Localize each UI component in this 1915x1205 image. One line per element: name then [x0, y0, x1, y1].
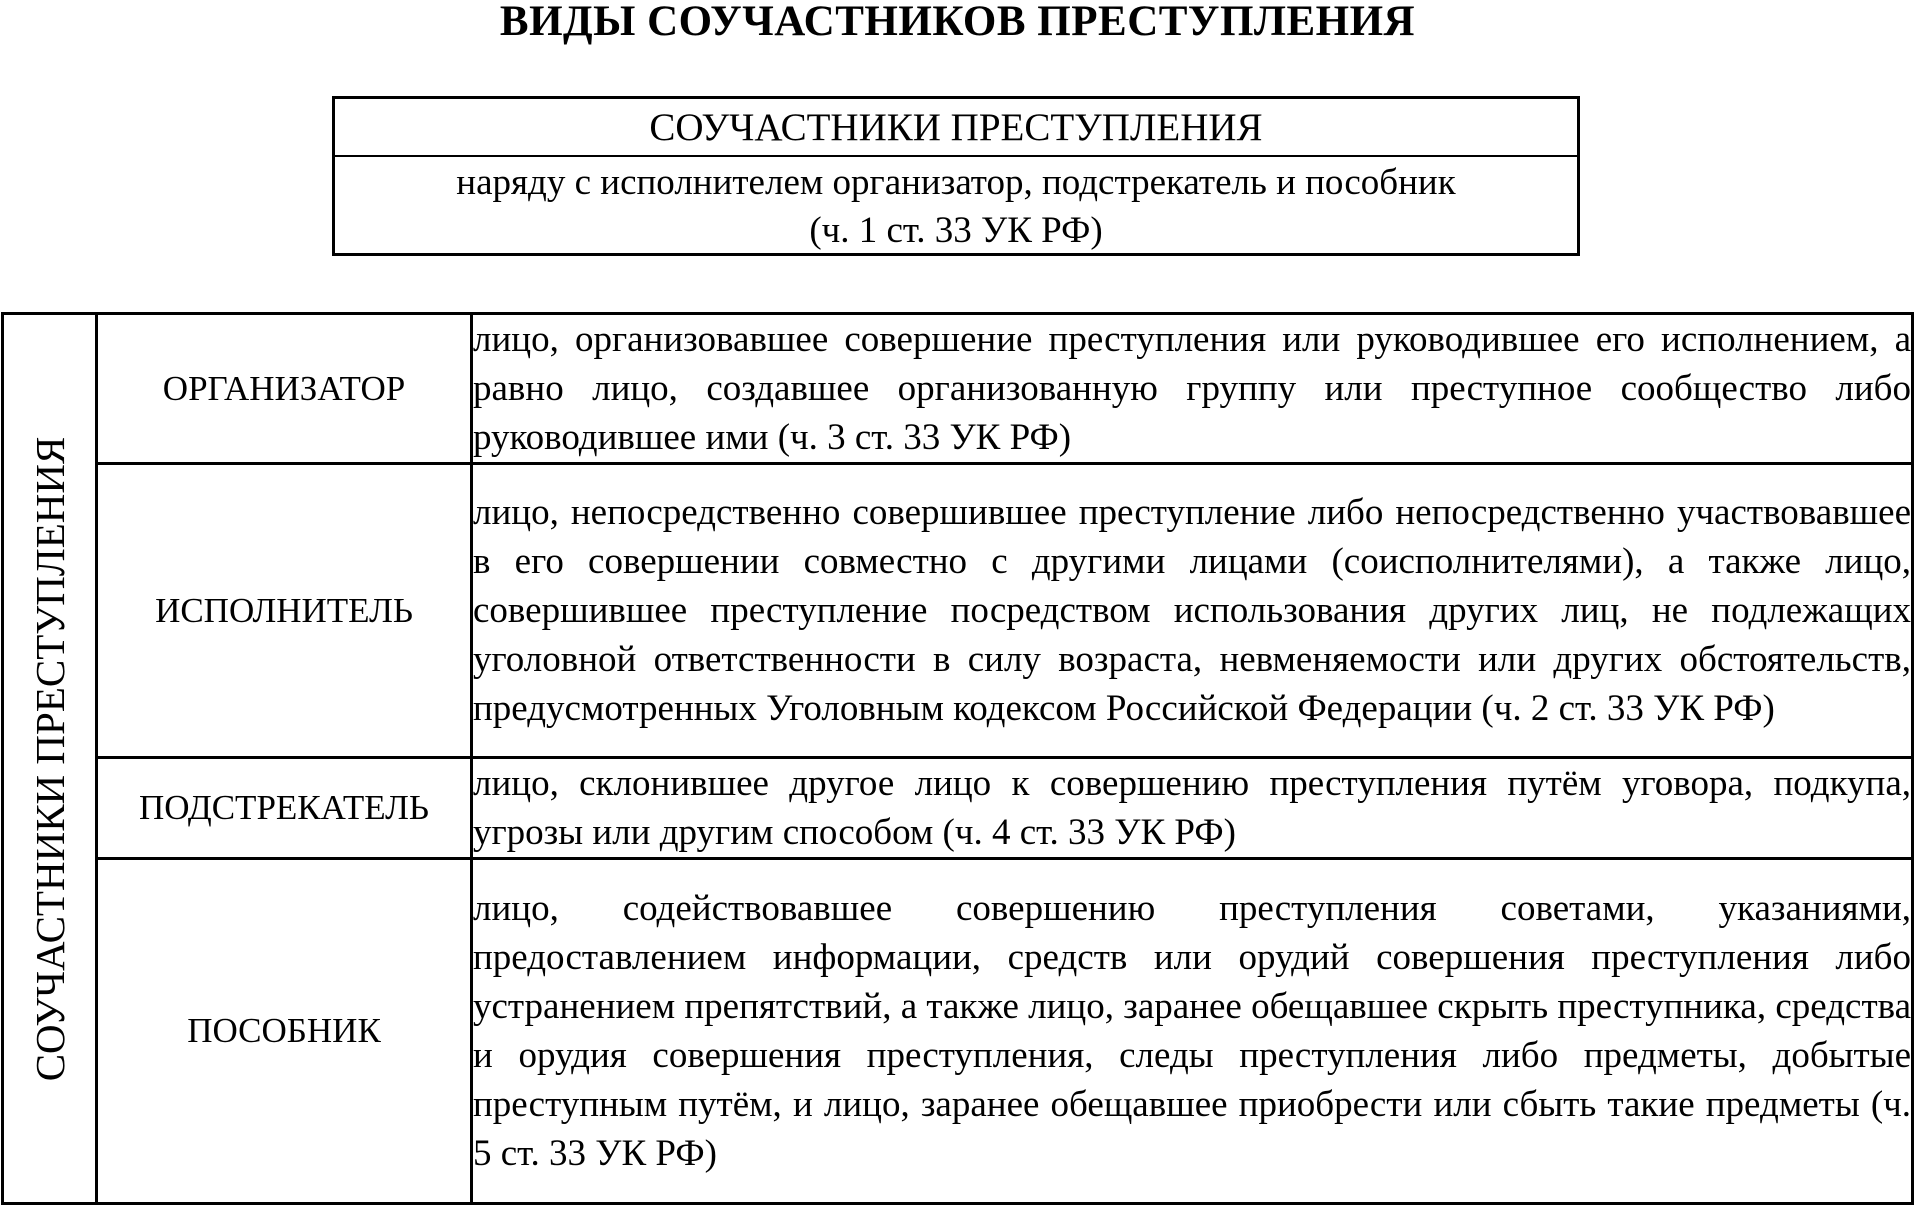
participants-summary-box: [332, 96, 1580, 256]
participants-table: [1, 312, 1914, 1205]
role-name-organizer: ОРГАНИЗАТОР: [97, 314, 472, 464]
role-definition-perpetrator: лицо, непосредственно совершившее преступление либо непосредственно участвовавшее в его совершении совместно с другими лицами (соисполнителями), а также лицо, совершившее преступление посредством использования других лиц, не подлежащих уголовной ответственности в силу возраста, невменяемости или других обстоятельств, предусмотренных Уголовным кодексом Российской Федерации (ч. 2 ст. 33 УК РФ): [472, 464, 1913, 758]
role-name-accomplice: ПОСОБНИК: [97, 859, 472, 1204]
summary-description-line-2: (ч. 1 ст. 33 УК РФ): [809, 210, 1103, 251]
summary-box-description: [335, 157, 1577, 255]
role-definition-accomplice: лицо, содействовавшее совершению преступления советами, указаниями, предоставлением информации, средств или орудий совершения преступления либо устранением препятствий, а также лицо, заранее обещавшее скрыть преступника, средства и орудия совершения преступления, следы преступления либо предметы, добытые преступным путём, и лицо, заранее обещавшее приобрести или сбыть такие предметы (ч. 5 ст. 33 УК РФ): [472, 859, 1913, 1204]
page-title: ВИДЫ СОУЧАСТНИКОВ ПРЕСТУПЛЕНИЯ: [499, 0, 1416, 45]
side-label: СОУЧАСТНИКИ ПРЕСТУПЛЕНИЯ: [26, 436, 73, 1081]
table-row-organizer: [3, 314, 1913, 464]
role-definition-organizer: лицо, организовавшее совершение преступления или руководившее его исполнением, а равно лицо, создавшее организованную группу или преступное сообщество либо руководившее ими (ч. 3 ст. 33 УК РФ): [472, 314, 1913, 464]
table-row-perpetrator: [3, 464, 1913, 758]
role-name-perpetrator: ИСПОЛНИТЕЛЬ: [97, 464, 472, 758]
summary-description-line-1: наряду с исполнителем организатор, подстрекатель и пособник: [456, 162, 1456, 203]
role-definition-instigator: лицо, склонившее другое лицо к совершению преступления путём уговора, подкупа, угрозы или другим способом (ч. 4 ст. 33 УК РФ): [472, 758, 1913, 859]
table-row-accomplice: [3, 859, 1913, 1204]
summary-box-title: СОУЧАСТНИКИ ПРЕСТУПЛЕНИЯ: [335, 99, 1577, 157]
role-name-instigator: ПОДСТРЕКАТЕЛЬ: [97, 758, 472, 859]
side-label-cell: [3, 314, 97, 1204]
table-row-instigator: [3, 758, 1913, 859]
